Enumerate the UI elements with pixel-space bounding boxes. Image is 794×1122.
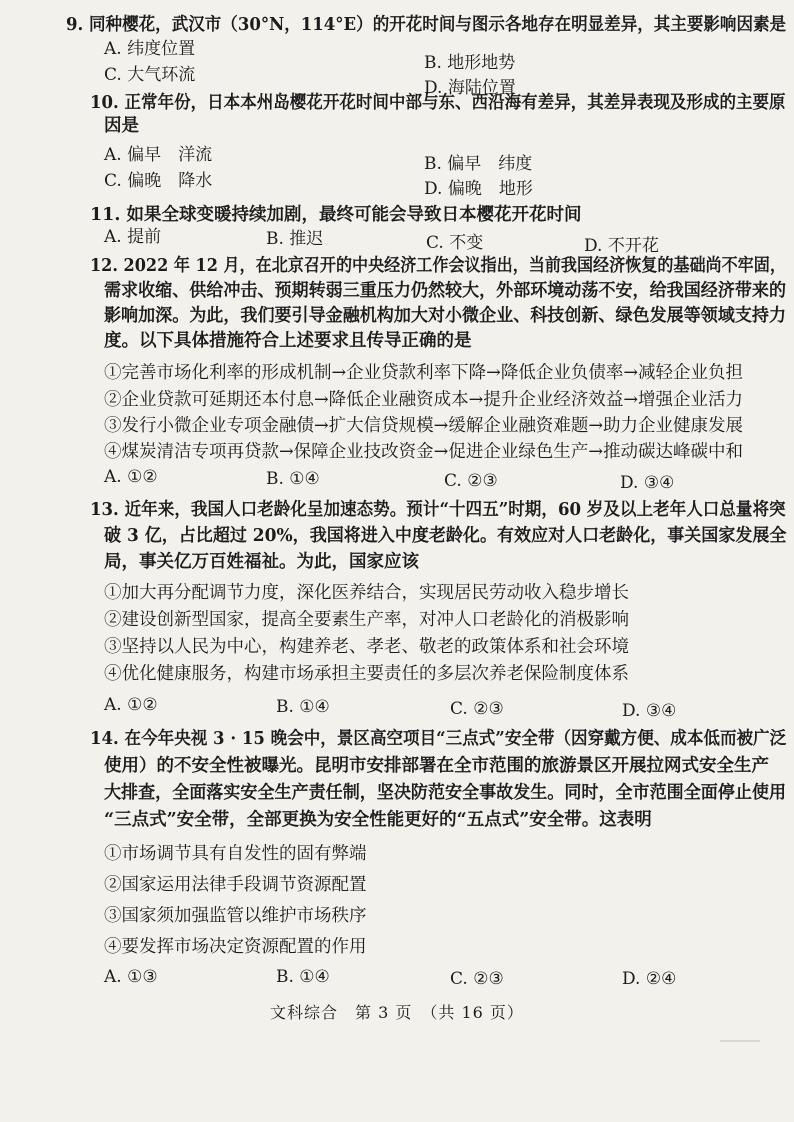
q14-item-3: ③国家须加强监管以维护市场秩序 — [104, 906, 367, 926]
q13-option-d: D. ③④ — [622, 701, 677, 721]
q9-stem: 9. 同种樱花，武汉市（30°N，114°E）的开花时间与图示各地存在明显差异，其主要影响因素是 — [66, 15, 787, 35]
q10-stem-2: 因是 — [104, 116, 139, 136]
q12-option-c: C. ②③ — [444, 471, 498, 491]
q10-option-c: C. 偏晚 降水 — [104, 171, 213, 191]
q14-option-a: A. ①③ — [104, 967, 158, 987]
q10-option-a: A. 偏早 洋流 — [104, 145, 213, 165]
q12-item-4: ④煤炭清洁专项再贷款→保障企业技改资金→促进企业绿色生产→推动碳达峰碳中和 — [104, 442, 743, 462]
q9-option-a: A. 纬度位置 — [104, 39, 196, 59]
q12-option-d: D. ③④ — [620, 473, 675, 493]
q13-item-2: ②建设创新型国家，提高全要素生产率，对冲人口老龄化的消极影响 — [104, 610, 629, 630]
q13-item-3: ③坚持以人民为中心，构建养老、孝老、敬老的政策体系和社会环境 — [104, 637, 629, 657]
q14-item-4: ④要发挥市场决定资源配置的作用 — [104, 937, 367, 957]
q12-option-b: B. ①④ — [266, 469, 320, 489]
q14-stem-3: 大排查，全面落实安全生产责任制，坚决防范安全事故发生。同时，全市范围全面停止使用 — [104, 783, 786, 803]
q13-stem-1: 13. 近年来，我国人口老龄化呈加速态势。预计“十四五”时期，60 岁及以上老年人口总量将突 — [90, 500, 786, 520]
q13-stem-3: 局，事关亿万百姓福祉。为此，国家应该 — [104, 552, 419, 572]
q10-stem-1: 10. 正常年份，日本本州岛樱花开花时间中部与东、西沿海有差异，其差异表现及形成的主要原 — [90, 93, 786, 113]
q13-stem-2: 破 3 亿，占比超过 20%，我国将进入中度老龄化。有效应对人口老龄化，事关国家发展全 — [104, 526, 787, 546]
q12-stem-4: 度。以下具体措施符合上述要求且传导正确的是 — [104, 331, 472, 351]
bleed-mark — [720, 1040, 760, 1042]
q12-stem-1: 12. 2022 年 12 月，在北京召开的中央经济工作会议指出，当前我国经济恢复的基础尚不牢固， — [90, 256, 786, 276]
q9-option-c: C. 大气环流 — [104, 65, 196, 85]
q9-option-d: D. 海陆位置 — [424, 78, 516, 98]
q12-stem-2: 需求收缩、供给冲击、预期转弱三重压力仍然较大，外部环境动荡不安，给我国经济带来的 — [104, 281, 786, 301]
q9-option-b: B. 地形地势 — [424, 53, 516, 73]
q11-option-b: B. 推迟 — [266, 229, 324, 249]
q12-option-a: A. ①② — [104, 467, 158, 487]
q10-option-b: B. 偏早 纬度 — [424, 154, 533, 174]
q13-item-4: ④优化健康服务，构建市场承担主要责任的多层次养老保险制度体系 — [104, 664, 629, 684]
q13-option-c: C. ②③ — [450, 699, 504, 719]
q11-option-a: A. 提前 — [104, 227, 162, 247]
q11-option-d: D. 不开花 — [584, 236, 659, 256]
q11-stem: 11. 如果全球变暖持续加剧，最终可能会导致日本樱花开花时间 — [90, 205, 582, 225]
q14-stem-4: “三点式”安全带，全部更换为安全性能更好的“五点式”安全带。这表明 — [104, 810, 652, 830]
q14-option-c: C. ②③ — [450, 969, 504, 989]
q12-stem-3: 影响加深。为此，我们要引导金融机构加大对小微企业、科技创新、绿色发展等领域支持力 — [104, 306, 786, 326]
q10-option-d: D. 偏晚 地形 — [424, 179, 533, 199]
q14-item-1: ①市场调节具有自发性的固有弊端 — [104, 844, 367, 864]
page-footer: 文科综合 第 3 页 （共 16 页） — [270, 1003, 524, 1022]
q13-option-a: A. ①② — [104, 695, 158, 715]
q14-stem-2: 使用）的不安全性被曝光。昆明市安排部署在全市范围的旅游景区开展拉网式安全生产 — [104, 756, 769, 776]
q14-stem-1: 14. 在今年央视 3 · 15 晚会中，景区高空项目“三点式”安全带（因穿戴方便、成本低而被广泛 — [90, 729, 787, 749]
q11-option-c: C. 不变 — [426, 233, 484, 253]
q12-item-2: ②企业贷款可延期还本付息→降低企业融资成本→提升企业经济效益→增强企业活力 — [104, 390, 743, 410]
q14-option-d: D. ②④ — [622, 969, 677, 989]
q13-item-1: ①加大再分配调节力度，深化医养结合，实现居民劳动收入稳步增长 — [104, 583, 629, 603]
q14-option-b: B. ①④ — [276, 967, 330, 987]
q14-item-2: ②国家运用法律手段调节资源配置 — [104, 875, 367, 895]
q12-item-1: ①完善市场化利率的形成机制→企业贷款利率下降→降低企业负债率→减轻企业负担 — [104, 363, 743, 383]
q13-option-b: B. ①④ — [276, 697, 330, 717]
q12-item-3: ③发行小微企业专项金融债→扩大信贷规模→缓解企业融资难题→助力企业健康发展 — [104, 416, 743, 436]
